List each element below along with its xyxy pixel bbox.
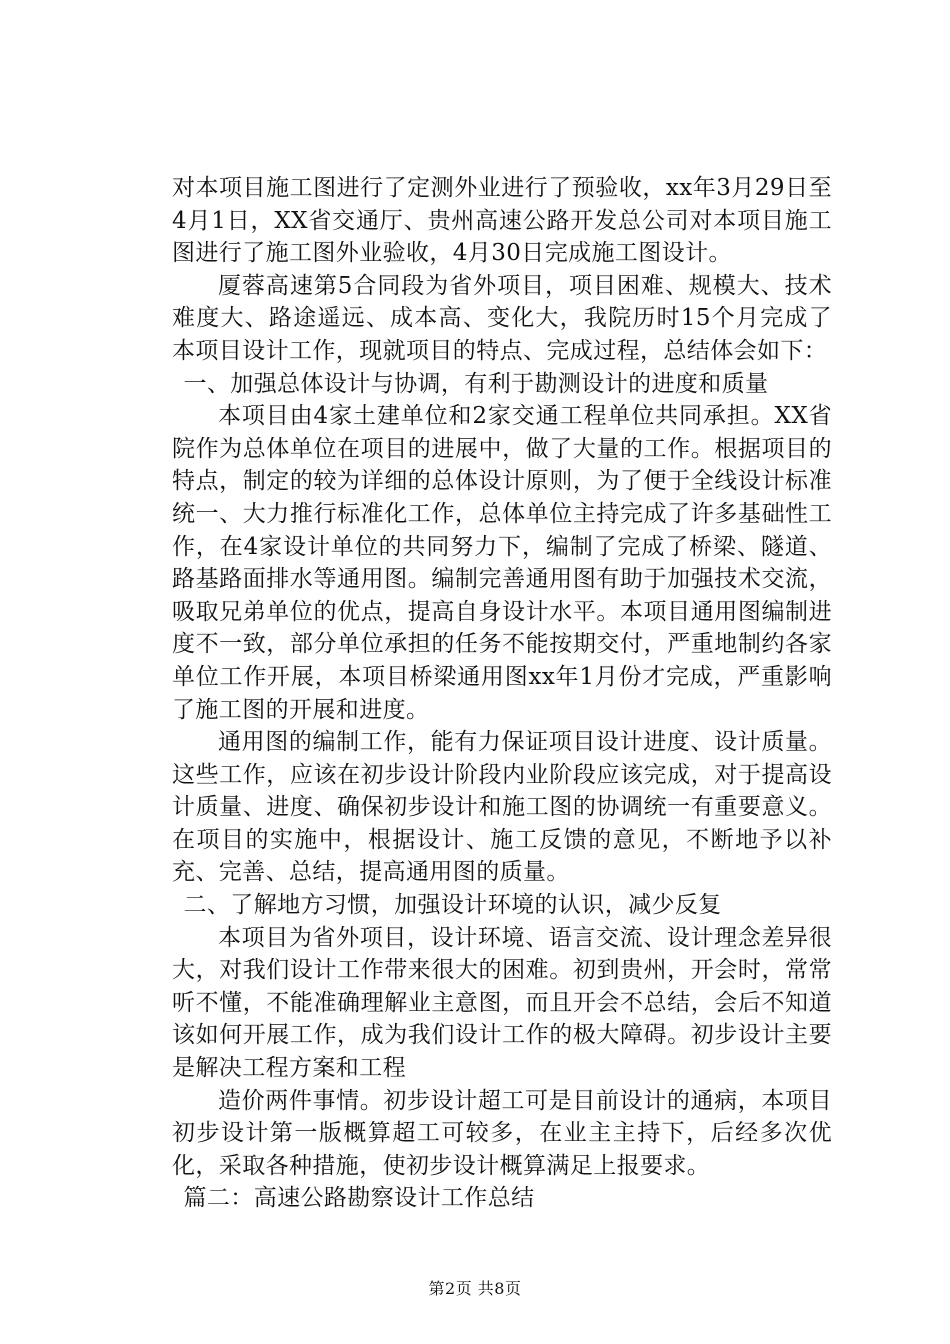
section-heading-1: 一、加强总体设计与协调，有利于勘测设计的进度和质量 xyxy=(183,370,769,397)
paragraph-general-design: 本项目由4家土建单位和2家交通工程单位共同承担。XX省院作为总体单位在项目的进展中，做了大量的工作。根据项目的特点，制定的较为详细的总体设计原则，为了便于全线设计标准统一、大力推行标准化工作，总体单位主持完成了许多基础性工作，在4家设计单位的共同努力下，编制了完成了桥梁、隧道、路基路面排水等通用图。编制完善通用图有助于加强技术交流，吸取兄弟单位的优点，提高自身设计水平。本项目通用图编制进度不一致，部分单位承担的任务不能按期交付，严重地制约各家单位工作开展，本项目桥梁通用图xx年1月份才完成，严重影响了施工图的开展和进度。 xyxy=(172,403,832,723)
section-heading-2: 二、了解地方习惯，加强设计环境的认识，减少反复 xyxy=(183,892,722,919)
document-body xyxy=(172,172,832,1215)
paragraph-local-environment: 本项目为省外项目，设计环境、语言交流、设计理念差异很大，对我们设计工作带来很大的困难。初到贵州，开会时，常常听不懂，不能准确理解业主意图，而且开会不总结，会后不知道该如何开展工作，成为我们设计工作的极大障碍。初步设计主要是解决工程方案和工程 xyxy=(172,924,832,1082)
section-heading-part-two: 篇二：高速公路勘察设计工作总结 xyxy=(183,1185,535,1212)
paragraph-cost: 造价两件事情。初步设计超工可是目前设计的通病，本项目初步设计第一版概算超工可较多，在业主主持下，后经多次优化，采取各种措施，使初步设计概算满足上报要求。 xyxy=(172,1087,832,1179)
paragraph-continuation: 对本项目施工图进行了定测外业进行了预验收，xx年3月29日至4月1日，XX省交通厅、贵州高速公路开发总公司对本项目施工图进行了施工图外业验收，4月30日完成施工图设计。 xyxy=(172,175,832,267)
paragraph-project-overview: 厦蓉高速第5合同段为省外项目，项目困难、规模大、技术难度大、路途遥远、成本高、变化大，我院历时15个月完成了本项目设计工作，现就项目的特点、完成过程，总结体会如下： xyxy=(172,272,832,364)
page-number-label: 第2页 共8页 xyxy=(428,1279,522,1298)
page-footer xyxy=(0,1276,950,1299)
paragraph-general-drawings: 通用图的编制工作，能有力保证项目设计进度、设计质量。这些工作，应该在初步设计阶段内业阶段应该完成，对于提高设计质量、进度、确保初步设计和施工图的协调统一有重要意义。在项目的实施中，根据设计、施工反馈的意见，不断地予以补充、完善、总结，提高通用图的质量。 xyxy=(172,729,832,886)
